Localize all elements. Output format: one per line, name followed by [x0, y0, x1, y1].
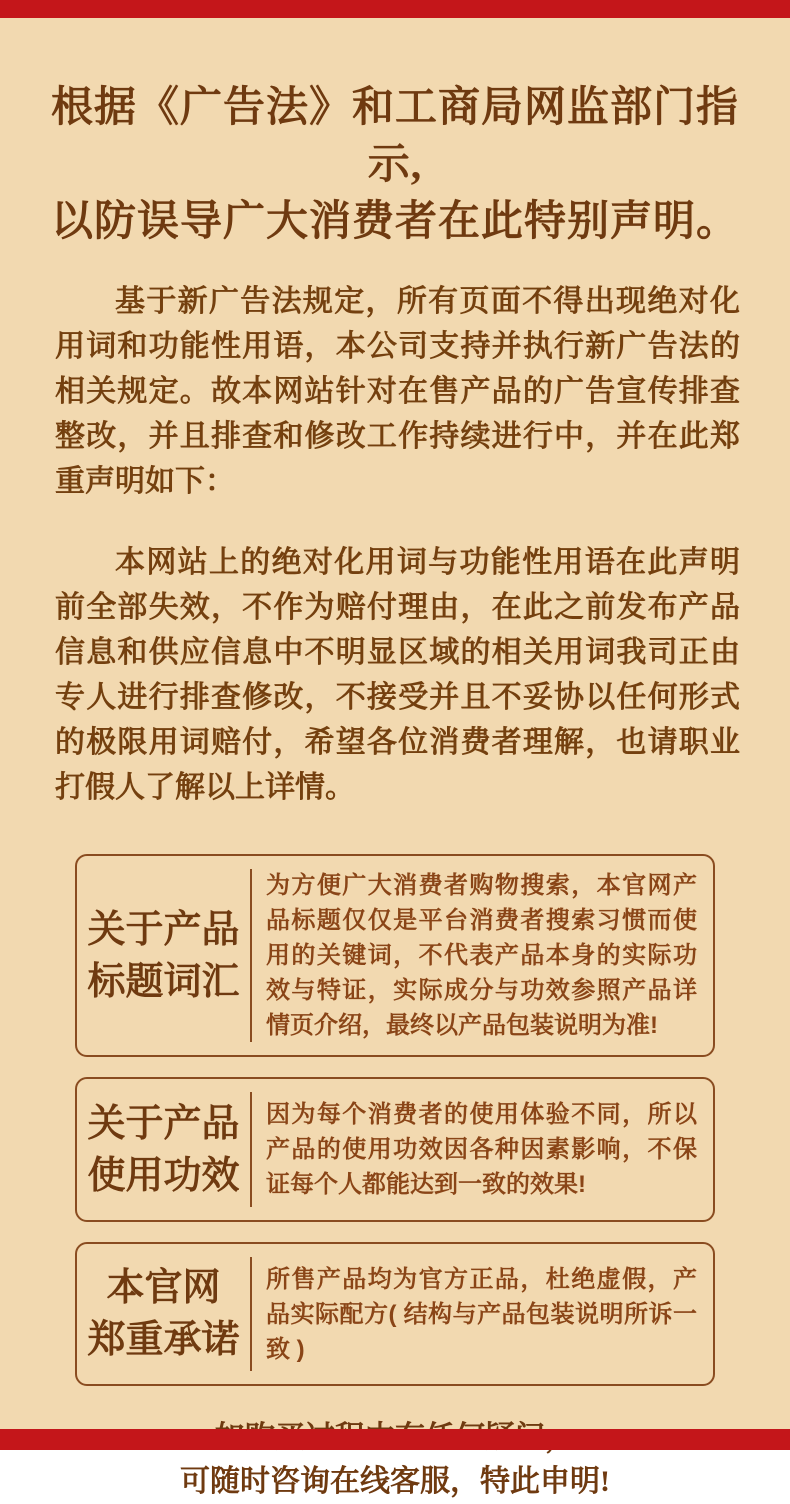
notice-box-label-line2: 标题词汇 [87, 960, 240, 1003]
notice-box-label-line1: 本官网 [106, 1267, 221, 1309]
notice-box-list [0, 854, 790, 1386]
notice-box-label [77, 1079, 250, 1220]
page-title-line2: 以防误导广大消费者在此特别声明。 [50, 199, 739, 245]
notice-box-label-line2: 使用功效 [87, 1154, 240, 1197]
notice-box-text [252, 1244, 713, 1384]
notice-box-official-promise [75, 1242, 715, 1386]
footer-note-line2: 可随时咨询在线客服，特此申明! [180, 1465, 610, 1498]
notice-box-text-content: 为方便广大消费者购物搜索，本官网产品标题仅仅是平台消费者搜索习惯而使用的关键词，不代表产品本身的实际功效与特证，实际成分与功效参照产品详情页介绍，最终以产品包装说明为准! [266, 872, 697, 1039]
notice-box-label [77, 1244, 250, 1384]
notice-box-label-line2: 郑重承诺 [87, 1319, 240, 1361]
notice-box-product-effect [75, 1077, 715, 1222]
page-title [30, 80, 760, 251]
top-red-bar [0, 0, 790, 18]
notice-box-product-title [75, 854, 715, 1057]
notice-box-text-content: 因为每个消费者的使用体验不同，所以产品的使用功效因各种因素影响，不保证每个人都能达到一致的效果! [266, 1101, 697, 1198]
statement-paragraph-2: 本网站上的绝对化用词与功能性用语在此声明前全部失效，不作为赔付理由，在此之前发布产品信息和供应信息中不明显区域的相关用词我司正由专人进行排查修改，不接受并且不妥协以任何形式的极限用词赔付，希望各位消费者理解，也请职业打假人了解以上详情。 [55, 546, 740, 804]
notice-box-label-line1: 关于产品 [87, 1102, 240, 1145]
statement-paragraph-1: 基于新广告法规定，所有页面不得出现绝对化用词和功能性用语，本公司支持并执行新广告法的相关规定。故本网站针对在售产品的广告宣传排查整改，并且排查和修改工作持续进行中，并在此郑重声明如下： [55, 285, 740, 498]
notice-box-text [252, 1079, 713, 1220]
notice-box-text-content: 所售产品均为官方正品，杜绝虚假，产品实际配方( 结构与产品包装说明所诉一致 ) [266, 1265, 697, 1363]
page-title-line1: 根据《广告法》和工商局网监部门指示, [50, 85, 739, 188]
notice-box-text [252, 856, 713, 1055]
notice-box-label [77, 856, 250, 1055]
bottom-red-bar [0, 1429, 790, 1450]
notice-box-label-line1: 关于产品 [87, 908, 240, 951]
